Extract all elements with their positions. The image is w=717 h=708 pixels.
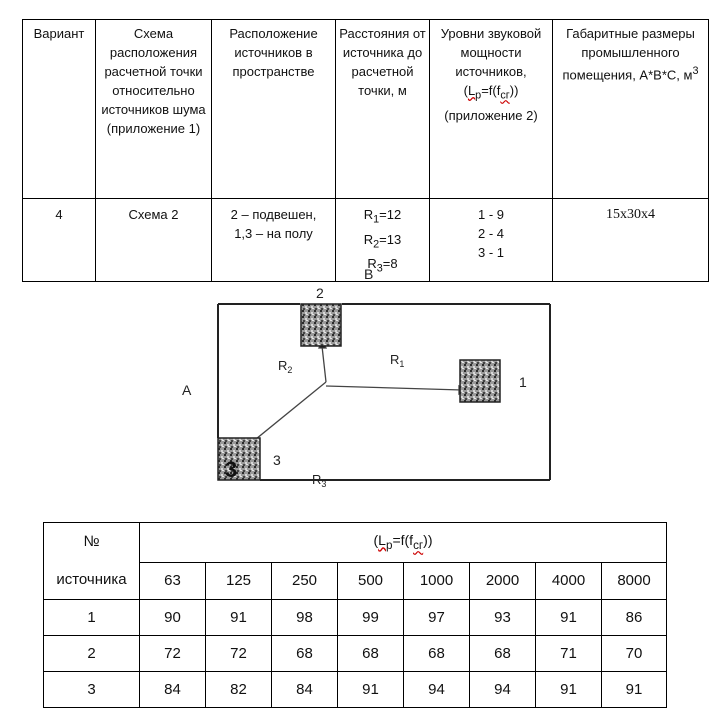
frequency-cell: 2000 <box>470 562 536 599</box>
source-2-box <box>301 304 341 346</box>
level-cell: 68 <box>470 636 536 672</box>
header-distances: Расстояния от источника до расчетной точки, м <box>336 20 430 199</box>
level-cell: 84 <box>272 672 338 708</box>
variant-table-header-row <box>23 20 709 199</box>
header-placement: Расположение источников в пространстве <box>212 20 336 199</box>
level-cell: 98 <box>272 600 338 636</box>
frequency-cell: 4000 <box>536 562 602 599</box>
source-number-cell: 3 <box>44 672 140 708</box>
level-cell: 91 <box>536 600 602 636</box>
distance-lines <box>240 340 466 452</box>
room-scheme-diagram <box>170 262 590 494</box>
header-formula: $(L_р=f(f_{сг}))$ <box>140 523 667 563</box>
header-scheme: Схема расположения расчетной точки относительно источников шума (приложение 1) <box>96 20 212 199</box>
header-source-number: № источника <box>44 523 140 600</box>
source-number-cell: 2 <box>44 636 140 672</box>
frequency-cell: 1000 <box>404 562 470 599</box>
sound-power-header-row <box>44 523 667 563</box>
level-cell: 72 <box>140 636 206 672</box>
frequency-cell: 500 <box>338 562 404 599</box>
cell-placement: 2 – подвешен, 1,3 – на полу <box>212 199 336 282</box>
source-2-label: 2 <box>316 285 324 301</box>
level-cell: 91 <box>206 600 272 636</box>
level-cell: 70 <box>602 636 667 672</box>
cell-levels: 1 - 9 2 - 4 3 - 1 <box>430 199 553 282</box>
level-cell: 97 <box>404 600 470 636</box>
header-levels-formula: $(L_р=f(f_{сг}))$ <box>463 83 519 102</box>
distance-r2-label: $R_2$ <box>278 358 293 375</box>
frequency-cell: 8000 <box>602 562 667 599</box>
level-cell: 68 <box>404 636 470 672</box>
level-cell: 72 <box>206 636 272 672</box>
level-cell: 84 <box>140 672 206 708</box>
level-cell: 91 <box>338 672 404 708</box>
wall-label-a: A <box>182 382 192 398</box>
cell-distances: $R_1=12$ $R_2=13$ $R_3=8$ <box>336 199 430 282</box>
frequency-cell: 125 <box>206 562 272 599</box>
variant-table <box>22 19 709 282</box>
table-row <box>44 600 667 636</box>
cell-scheme: Схема 2 <box>96 199 212 282</box>
level-cell: 91 <box>602 672 667 708</box>
source-number-cell: 1 <box>44 600 140 636</box>
source-3-label: 3 <box>273 452 281 468</box>
level-cell: 93 <box>470 600 536 636</box>
header-size: Габаритные размеры промышленного помещения, А*В*С, $м^3$ <box>553 20 709 199</box>
distance-r1-label: $R_1$ <box>390 352 405 369</box>
level-cell: 86 <box>602 600 667 636</box>
table-row <box>44 672 667 708</box>
sound-power-table <box>43 522 667 708</box>
level-cell: 68 <box>338 636 404 672</box>
level-cell: 94 <box>470 672 536 708</box>
source-1-box <box>460 360 500 402</box>
level-cell: 71 <box>536 636 602 672</box>
cell-variant: 4 <box>23 199 96 282</box>
cell-size: 15х30х4 <box>553 199 709 282</box>
level-cell: 99 <box>338 600 404 636</box>
level-cell: 90 <box>140 600 206 636</box>
frequency-cell: 63 <box>140 562 206 599</box>
level-cell: 68 <box>272 636 338 672</box>
level-cell: 94 <box>404 672 470 708</box>
table-row <box>44 636 667 672</box>
header-variant: Вариант <box>23 20 96 199</box>
header-levels-text: Уровни звуковой мощности источников, <box>440 26 542 79</box>
frequency-cell: 250 <box>272 562 338 599</box>
header-levels <box>430 20 553 199</box>
source-3-inside-label: 3 <box>225 457 238 482</box>
header-size-sup: 3 <box>692 65 699 77</box>
level-cell: 82 <box>206 672 272 708</box>
wall-label-b: B <box>364 266 374 282</box>
distance-r3-label: $R_3$ <box>312 472 327 489</box>
level-cell: 91 <box>536 672 602 708</box>
source-1-label: 1 <box>519 374 527 390</box>
header-levels-appendix: (приложение 2) <box>444 107 538 123</box>
